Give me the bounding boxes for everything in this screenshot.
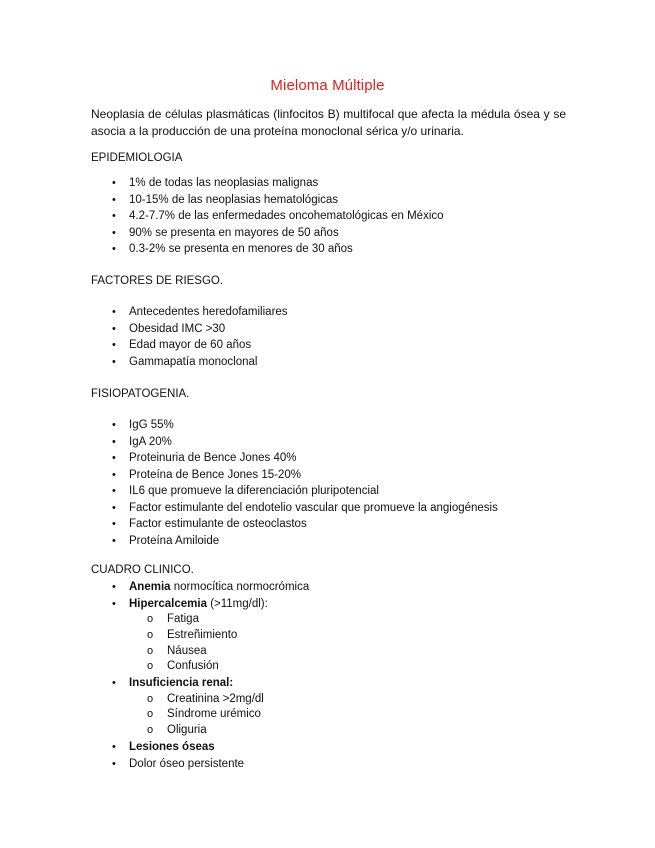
sub-list-item: o Náusea <box>129 644 655 660</box>
document-title: Mieloma Múltiple <box>270 77 385 94</box>
bullet-icon: • <box>112 501 116 514</box>
sub-list-item: o Estreñimiento <box>129 628 655 644</box>
circle-bullet-icon: o <box>147 708 154 721</box>
section-heading-cuadro-clinico: CUADRO CLINICO. <box>91 564 194 576</box>
bullet-icon: • <box>112 677 116 690</box>
bullet-icon: • <box>112 210 116 222</box>
bullet-icon: • <box>112 485 116 497</box>
epidemiologia-list <box>0 175 655 258</box>
sub-list-item: o Síndrome urémico <box>129 707 655 723</box>
cuadro-clinico-list <box>0 579 655 772</box>
bullet-icon: • <box>112 306 116 318</box>
section-heading-fisiopatogenia: FISIOPATOGENIA. <box>91 388 190 400</box>
bullet-icon: • <box>112 339 116 351</box>
bullet-icon: • <box>112 322 116 335</box>
sub-list-item: o Creatinina >2mg/dl <box>129 692 655 708</box>
list-item: • Proteína Amiloide <box>0 533 655 550</box>
list-item: • IL6 que promueve la diferenciación pluripotencial <box>0 483 655 500</box>
bullet-icon: • <box>112 355 116 368</box>
bullet-icon: • <box>112 243 116 255</box>
bullet-icon: • <box>112 468 116 481</box>
circle-bullet-icon: o <box>147 724 154 737</box>
insuficiencia-sublist <box>129 692 655 739</box>
list-item: • Proteína de Bence Jones 15-20% <box>0 467 655 484</box>
list-item: • 10-15% de las neoplasias hematológicas <box>0 192 655 209</box>
bullet-icon: • <box>112 452 116 464</box>
list-item: • Antecedentes heredofamiliares <box>0 304 655 321</box>
bullet-icon: • <box>112 226 116 239</box>
section-heading-epidemiologia: EPIDEMIOLOGIA <box>91 152 183 164</box>
bullet-icon: • <box>112 741 116 754</box>
list-item: • 1% de todas las neoplasias malignas <box>0 175 655 192</box>
list-item: • Factor estimulante del endotelio vascular que promueve la angiogénesis <box>0 500 655 517</box>
bullet-icon: • <box>112 757 116 770</box>
list-item: • Edad mayor de 60 años <box>0 337 655 354</box>
list-item: • 0.3-2% se presenta en menores de 30 años <box>0 241 655 258</box>
sub-list-item: o Fatiga <box>129 612 655 628</box>
list-item: • Lesiones óseas <box>0 739 655 756</box>
list-item: • IgG 55% <box>0 417 655 434</box>
bullet-icon: • <box>112 193 116 206</box>
circle-bullet-icon: o <box>147 628 154 641</box>
list-item: • Obesidad IMC >30 <box>0 321 655 338</box>
list-item: • Factor estimulante de osteoclastos <box>0 516 655 533</box>
section-heading-factores: FACTORES DE RIESGO. <box>91 275 224 287</box>
list-item: • Proteinuria de Bence Jones 40% <box>0 450 655 467</box>
bullet-icon: • <box>112 518 116 530</box>
bullet-icon: • <box>112 177 116 189</box>
circle-bullet-icon: o <box>147 660 154 673</box>
list-item: • Dolor óseo persistente <box>0 756 655 773</box>
hipercalcemia-sublist <box>129 612 655 675</box>
list-item: • Hipercalcemia (>11mg/dl): o Fatiga o Estreñimiento o Náusea o Confusión <box>0 596 655 676</box>
circle-bullet-icon: o <box>147 644 154 657</box>
bullet-icon: • <box>112 435 116 448</box>
factores-list <box>0 304 655 370</box>
list-item: • Insuficiencia renal: o Creatinina >2mg/dl o Síndrome urémico o Oliguria <box>0 675 655 739</box>
sub-list-item: o Confusión <box>129 659 655 675</box>
bullet-icon: • <box>112 581 116 593</box>
fisiopatogenia-list <box>0 417 655 549</box>
circle-bullet-icon: o <box>147 692 154 705</box>
list-item: • Anemia normocítica normocrómica <box>0 579 655 596</box>
bullet-icon: • <box>112 597 116 610</box>
list-item: • 4.2-7.7% de las enfermedades oncohematológicas en México <box>0 208 655 225</box>
list-item: • Gammapatía monoclonal <box>0 354 655 371</box>
intro-paragraph: Neoplasia de células plasmáticas (linfocitos B) multifocal que afecta la médula ósea y se asocia a la producción de una proteína monoclonal sérica y/o urinaria. <box>91 107 566 138</box>
sub-list-item: o Oliguria <box>129 723 655 739</box>
bullet-icon: • <box>112 419 116 431</box>
bullet-icon: • <box>112 534 116 547</box>
list-item: • 90% se presenta en mayores de 50 años <box>0 225 655 242</box>
circle-bullet-icon: o <box>147 613 154 625</box>
list-item: • IgA 20% <box>0 434 655 451</box>
